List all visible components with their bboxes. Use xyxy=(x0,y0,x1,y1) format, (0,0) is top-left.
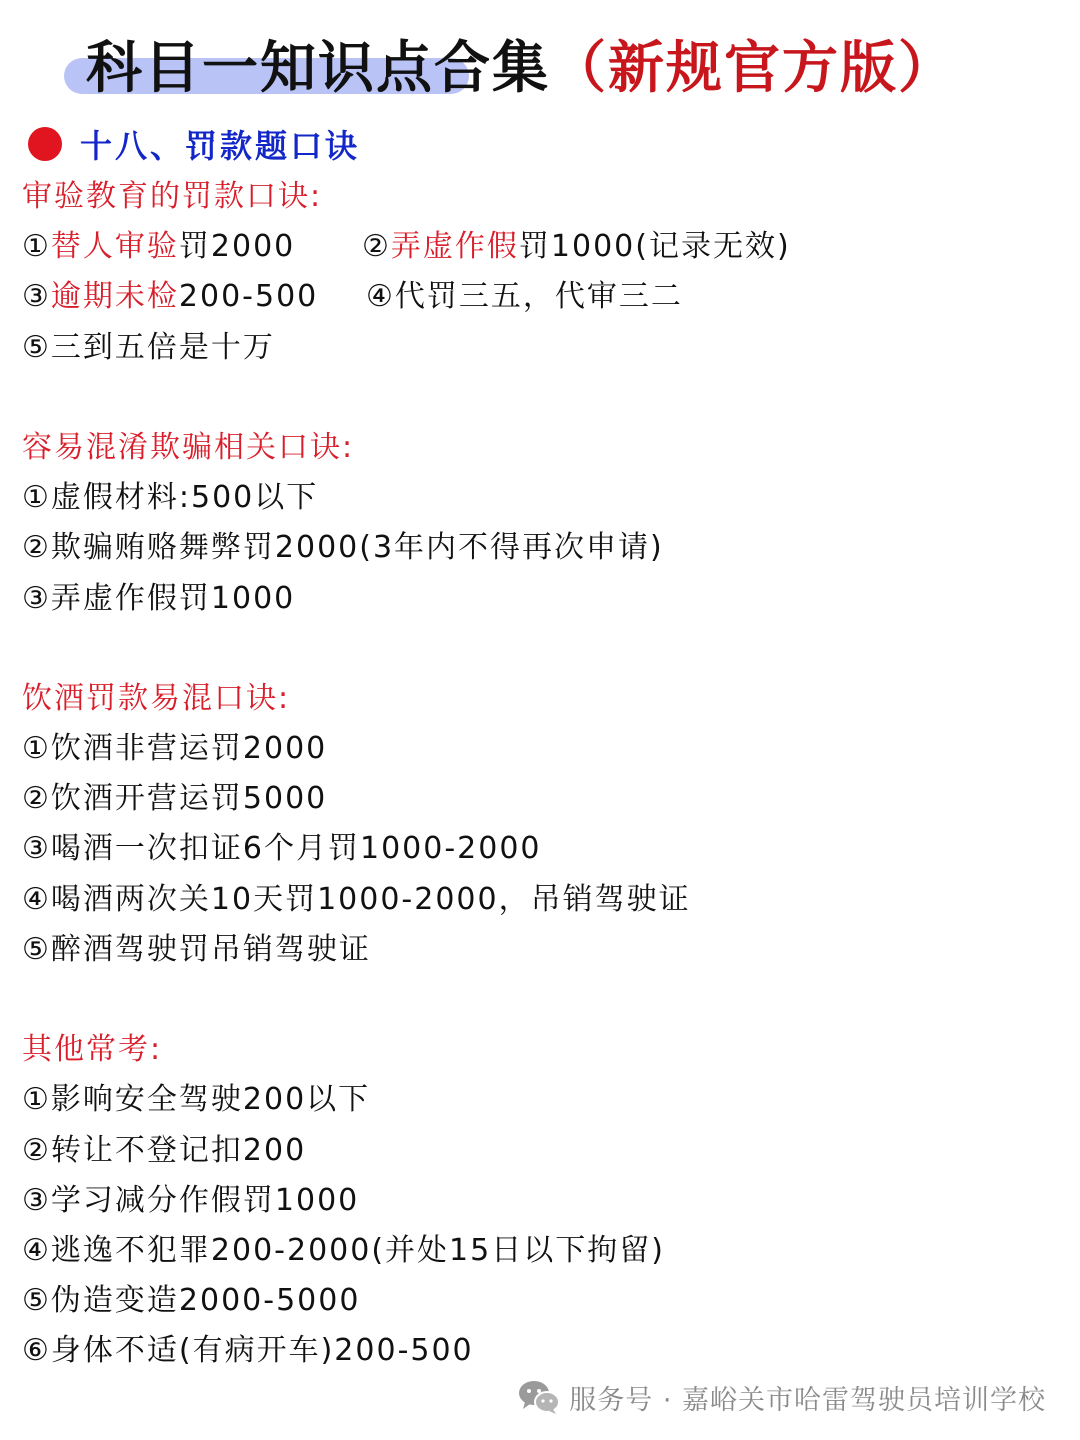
bullet-dot-icon xyxy=(28,127,62,161)
list-item: ③学习减分作假罚1000 xyxy=(22,1182,360,1218)
item-keyword: 弄虚作假 xyxy=(390,229,519,265)
item-number: ② xyxy=(362,229,391,265)
item-keyword: 逾期未检 xyxy=(50,279,179,315)
list-item-col2: ④代罚三五，代审三二 xyxy=(366,279,683,315)
list-item xyxy=(22,272,1062,322)
title-area xyxy=(0,18,1080,108)
list-item: ⑤伪造变造2000-5000 xyxy=(22,1283,361,1319)
item-keyword: 替人审验 xyxy=(50,229,179,265)
list-item-col2 xyxy=(362,222,791,272)
list-item: ②欺骗贿赂舞弊罚2000(3年内不得再次申请) xyxy=(22,530,664,566)
list-item: ⑤三到五倍是十万 xyxy=(22,329,275,365)
item-text: 罚2000 xyxy=(178,229,296,265)
item-text: 罚1000(记录无效) xyxy=(518,229,791,265)
list-item: ④逃逸不犯罪200-2000(并处15日以下拘留) xyxy=(22,1232,665,1268)
list-item: ⑥身体不适(有病开车)200-500 xyxy=(22,1333,474,1369)
item-number: ③ xyxy=(22,279,51,315)
title-accent: （新规官方版） xyxy=(550,36,956,101)
list-item: ②转让不登记扣200 xyxy=(22,1132,307,1168)
list-item: ④喝酒两次关10天罚1000-2000，吊销驾驶证 xyxy=(22,881,691,917)
spacer xyxy=(22,975,1062,1025)
group-heading-fraud: 容易混淆欺骗相关口诀: xyxy=(22,429,355,465)
page-title xyxy=(86,24,956,104)
list-item: ⑤醉酒驾驶罚吊销驾驶证 xyxy=(22,931,371,967)
footer-text: 服务号 · 嘉峪关市哈雷驾驶员培训学校 xyxy=(569,1384,1046,1416)
group-heading-drinking: 饮酒罚款易混口诀: xyxy=(22,680,291,716)
spacer xyxy=(22,624,1062,674)
section-header xyxy=(28,120,360,168)
list-item: ③弄虚作假罚1000 xyxy=(22,580,296,616)
list-item: ①影响安全驾驶200以下 xyxy=(22,1082,371,1118)
title-main: 科目一知识点合集 xyxy=(86,36,550,101)
list-item: ①饮酒非营运罚2000 xyxy=(22,731,328,767)
wechat-icon xyxy=(517,1379,561,1415)
content xyxy=(22,172,1062,1377)
list-item: ①虚假材料:500以下 xyxy=(22,480,319,516)
item-number: ① xyxy=(22,229,51,265)
group-heading-others: 其他常考: xyxy=(22,1032,163,1068)
section-title: 十八、罚款题口诀 xyxy=(80,127,361,165)
list-item: ②饮酒开营运罚5000 xyxy=(22,781,328,817)
item-text: 200-500 xyxy=(178,279,319,315)
spacer xyxy=(22,373,1062,423)
group-heading-review: 审验教育的罚款口诀: xyxy=(22,179,323,214)
list-item: ③喝酒一次扣证6个月罚1000-2000 xyxy=(22,831,542,867)
list-item xyxy=(22,222,1062,272)
footer-watermark xyxy=(517,1374,1046,1420)
